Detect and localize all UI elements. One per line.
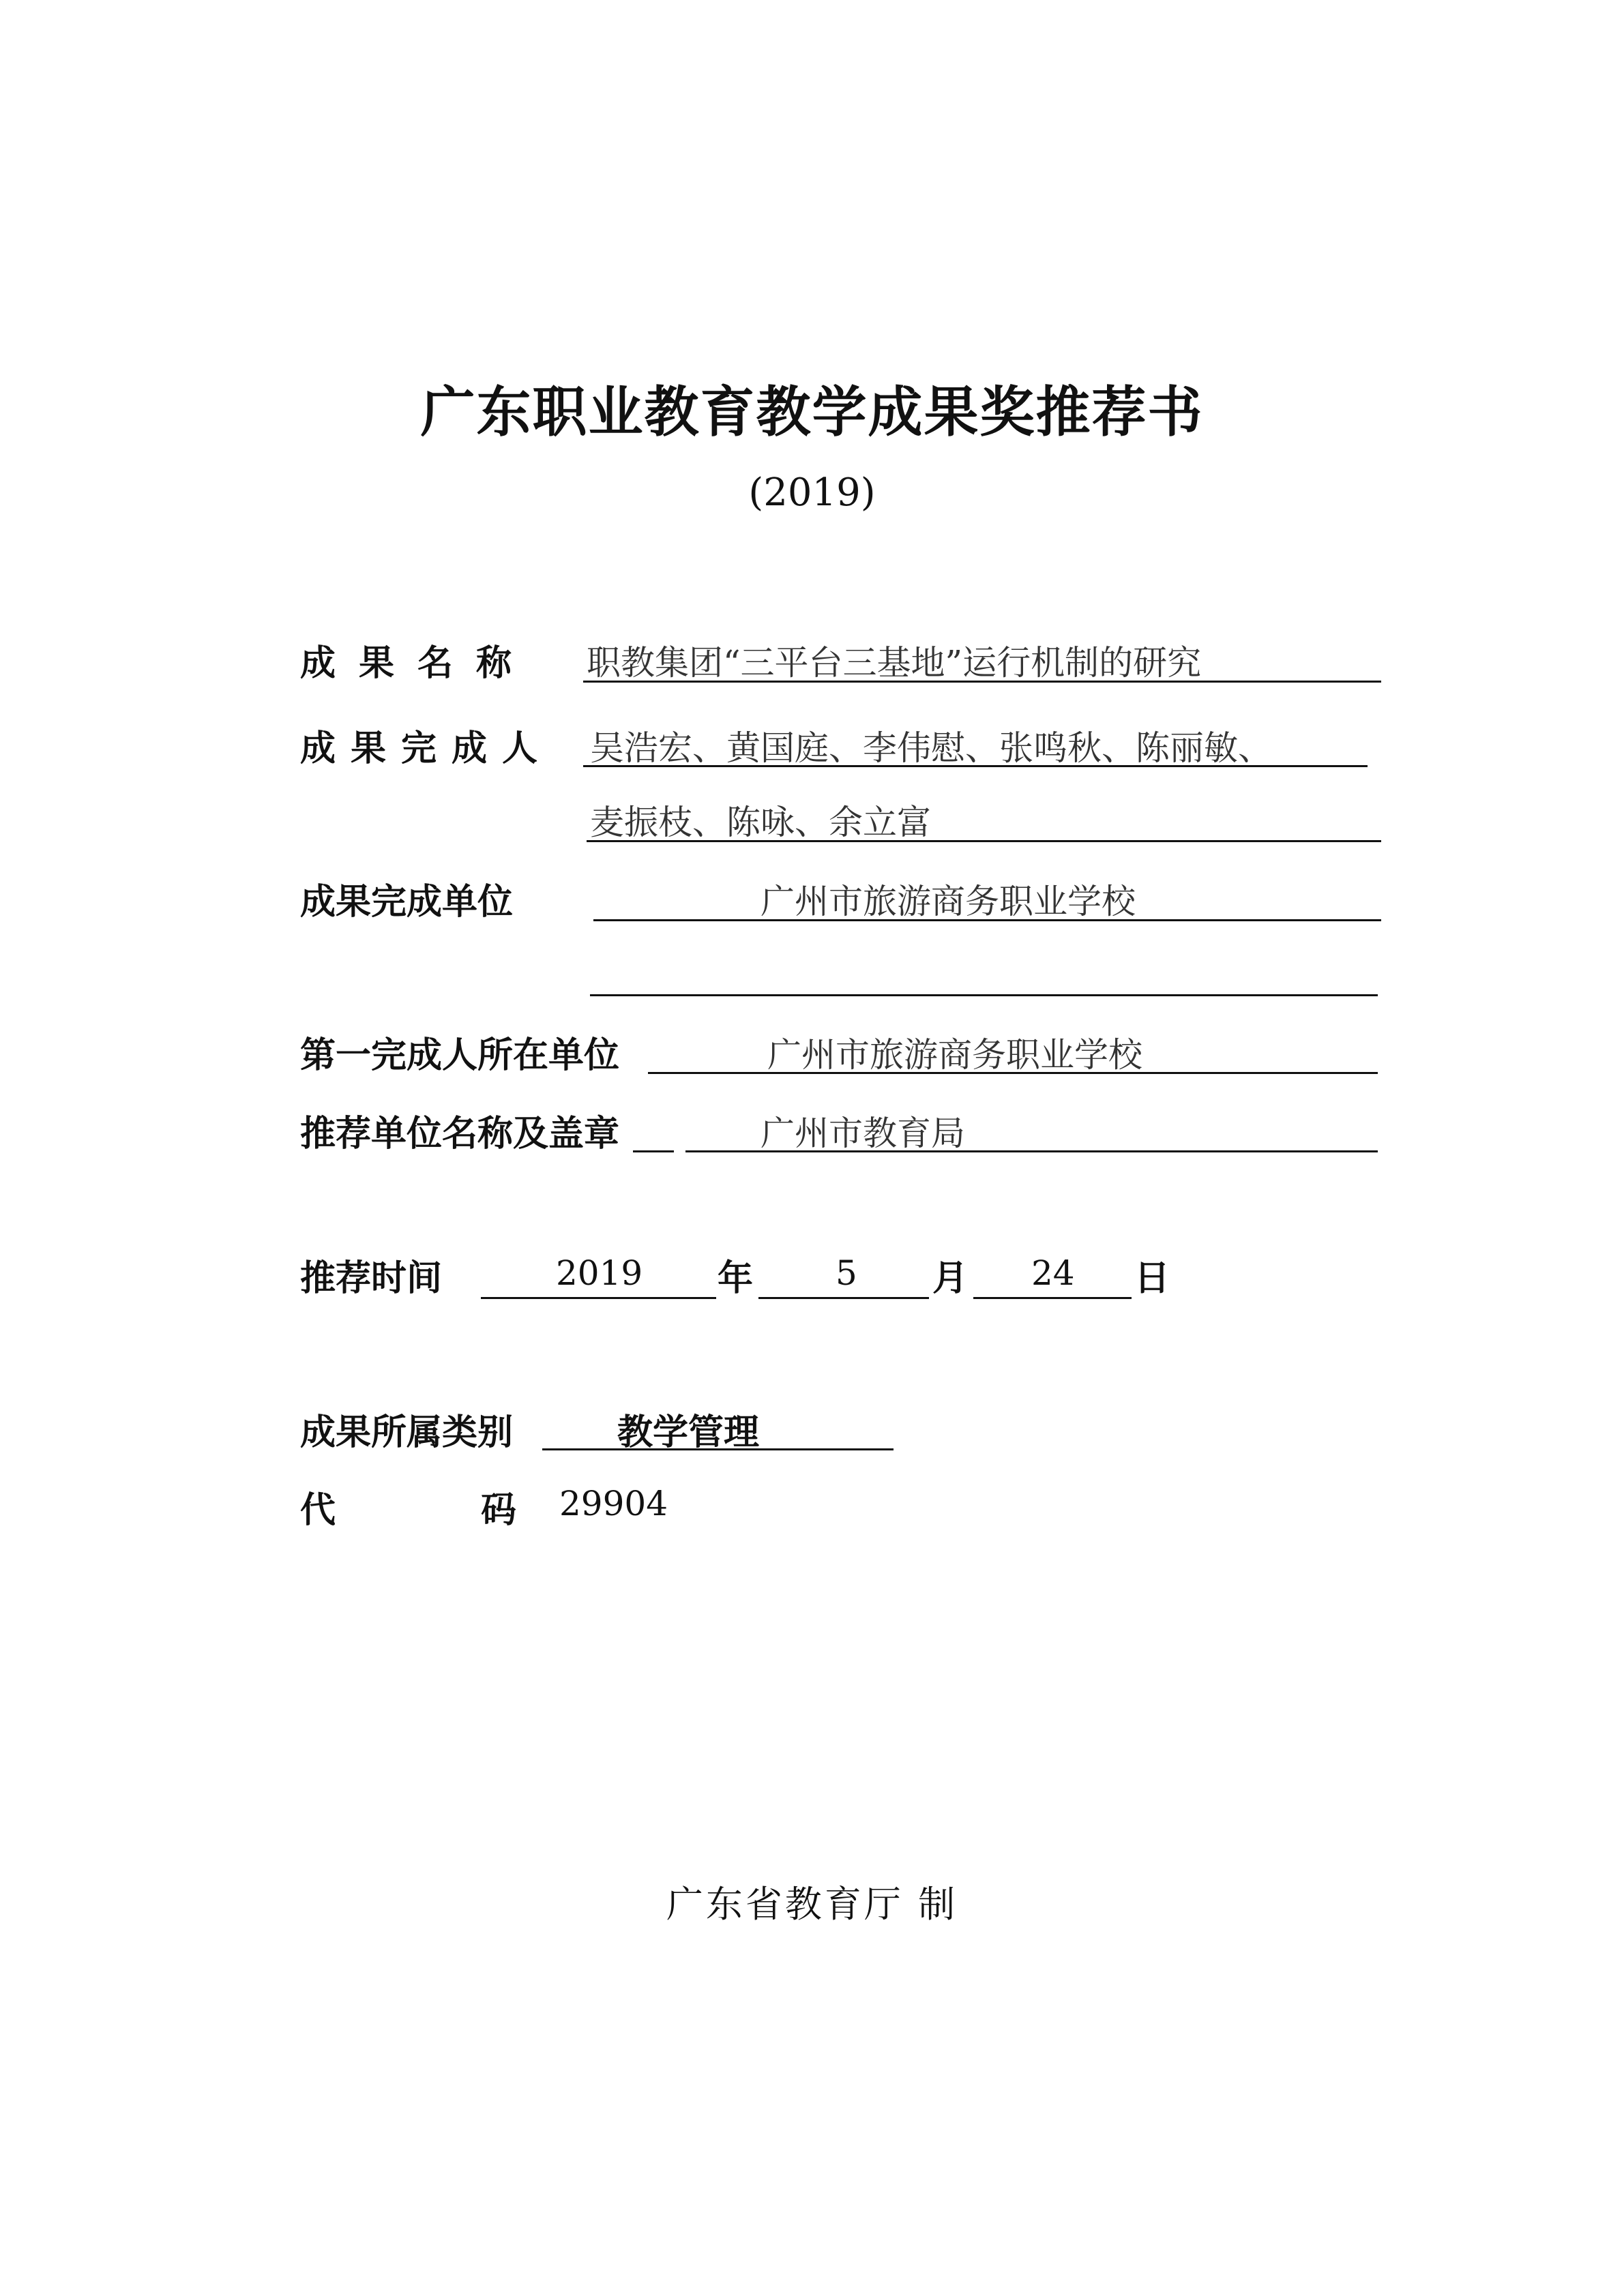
code-value: 29904 [559,1484,668,1523]
category-value: 教学管理 [617,1412,760,1453]
completers-value-line1: 吴浩宏、黄国庭、李伟慰、张鸣秋、陈丽敏、 [590,728,1272,768]
recommend-day-underline [973,1297,1132,1299]
achievement-name-value: 职教集团“三平台三基地”运行机制的研究 [587,643,1202,683]
first-completer-unit-label: 第一完成人所在单位 [300,1035,620,1076]
year-unit: 年 [718,1258,754,1299]
recommend-day-value: 24 [1031,1253,1075,1293]
code-label-char1: 代 [300,1490,336,1531]
achievement-name-label: 成果名称 [300,643,535,684]
day-unit: 日 [1134,1258,1170,1299]
recommend-month-underline [758,1297,929,1299]
achievement-name-underline [583,681,1381,683]
first-completer-unit-underline [648,1072,1378,1074]
completing-unit-value: 广州市旅游商务职业学校 [761,882,1136,921]
recommending-unit-underline-b [685,1150,1378,1152]
completing-unit-label: 成果完成单位 [300,882,514,923]
completing-unit-underline-2 [590,994,1378,996]
completers-underline-2 [587,840,1381,842]
recommend-month-value: 5 [836,1253,857,1293]
recommend-time-label: 推荐时间 [300,1258,443,1299]
issuer-footer: 广东省教育厅 制 [666,1883,958,1926]
code-label-char2: 码 [481,1490,517,1531]
document-year: (2019) [748,471,876,515]
completing-unit-underline-1 [593,919,1381,921]
first-completer-unit-value: 广州市旅游商务职业学校 [767,1035,1142,1075]
document-title: 广东职业教育教学成果奖推荐书 [420,380,1204,444]
recommend-year-value: 2019 [556,1253,643,1293]
completers-value-line2: 麦振枝、陈咏、余立富 [590,803,931,842]
recommending-unit-label: 推荐单位名称及盖章 [300,1114,620,1154]
completers-underline-1 [583,765,1368,767]
recommending-unit-underline-a [633,1150,674,1152]
category-underline [542,1448,894,1450]
month-unit: 月 [932,1258,969,1299]
recommend-year-underline [481,1297,716,1299]
completers-label: 成果完成人 [300,728,553,769]
category-label: 成果所属类别 [300,1412,514,1453]
recommending-unit-value: 广州市教育局 [761,1114,965,1153]
